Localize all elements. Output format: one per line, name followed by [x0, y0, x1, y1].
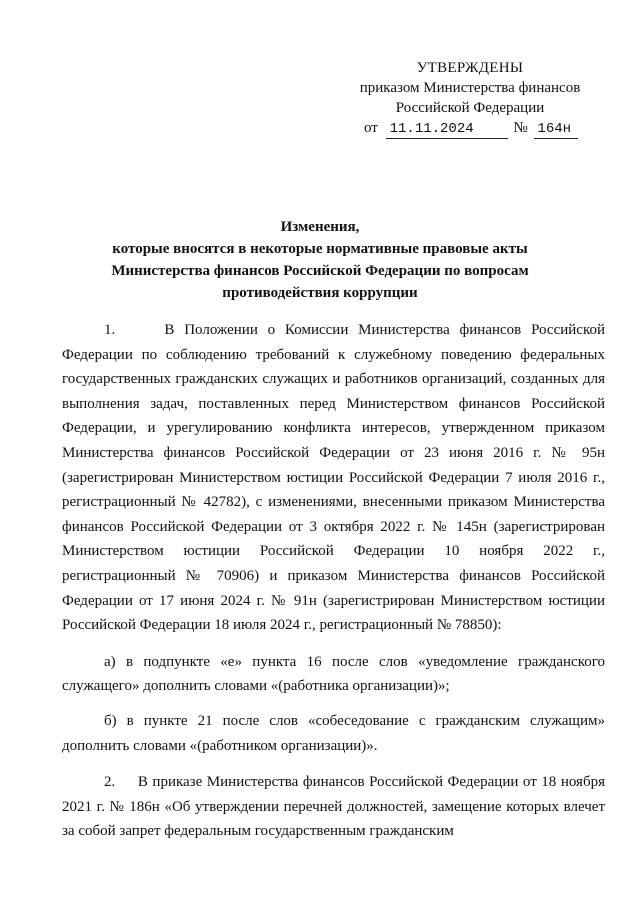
order-date-number-line	[364, 118, 594, 139]
paragraph-item-1-a: а) в подпункте «е» пункта 16 после слов «уведомление гражданского служащего» дополнить словами «(работника организации)»;	[62, 653, 605, 695]
paragraph-item-1-b: б) в пункте 21 после слов «собеседование с гражданским служащим» дополнить словами «(работником организации)».	[62, 712, 605, 754]
paragraph-item-1: 1. В Положении о Комиссии Министерства финансов Российской Федерации по соблюдению требований к служебному поведению федеральных государственных гражданских служащих и работников организаций, созданных для выполнения задач, поставленных перед Министерством финансов Российской Федерации, и урегулированию конфликта интересов, утвержденном приказом Министерства финансов Российской Федерации от 23 июня 2016 г. № 95н (зарегистрирован Министерством юстиции Российской Федерации 7 июля 2016 г., регистрационный № 42782), с изменениями, внесенными приказом Министерства финансов Российской Федерации от 3 октября 2022 г. № 145н (зарегистрирован Министерством юстиции Российской Федерации 10 ноября 2022 г., регистрационный № 70906) и приказом Министерства финансов Российской Федерации от 17 июня 2024 г. № 91н (зарегистрирован Министерством юстиции Российской Федерации 18 июля 2024 г., регистрационный № 78850):	[62, 322, 605, 634]
paragraph-item-2: 2. В приказе Министерства финансов Российской Федерации от 18 ноября 2021 г. № 186н «Об утверждении перечней должностей, замещение которых влечет за собой запрет федеральным государственным гражданским	[62, 774, 605, 840]
order-date: 11.11.2024	[386, 121, 508, 139]
order-number: 164н	[534, 121, 578, 139]
title-line-4: противодействия коррупции	[222, 285, 418, 301]
title-line-3: Министерства финансов Российской Федерации по вопросам	[111, 263, 529, 279]
document-body	[62, 318, 605, 844]
approval-line-federation: Российской Федерации	[395, 100, 545, 116]
title-line-2: которые вносятся в некоторые нормативные правовые акты	[112, 241, 528, 257]
approval-block	[340, 58, 600, 118]
approval-heading: УТВЕРЖДЕНЫ	[416, 60, 524, 76]
date-prefix: от	[364, 120, 378, 136]
number-prefix: №	[513, 120, 528, 136]
document-title	[60, 216, 580, 304]
approval-line-ministry: приказом Министерства финансов	[359, 80, 581, 96]
title-line-1: Изменения,	[280, 219, 360, 235]
